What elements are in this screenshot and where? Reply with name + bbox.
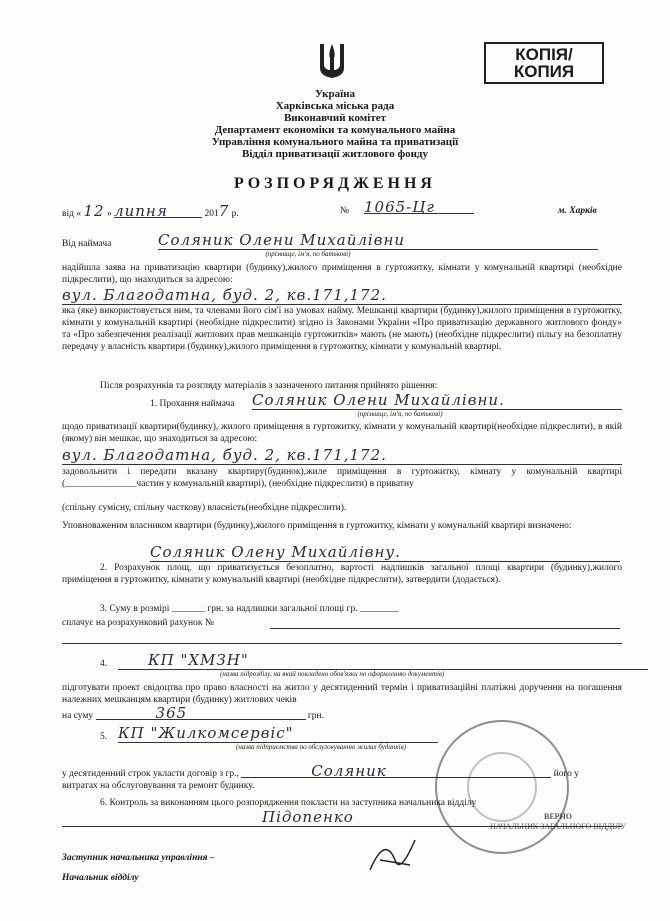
item1-name: Соляник Олени Михайлівни. [252,391,622,410]
header-line-1: Україна [314,88,356,100]
date-prefix: від « [62,209,82,219]
contract-text-c: витратах на обслуговування та ремонт будинку. [62,781,255,791]
control-signature: Підопенко [62,808,622,827]
item2-text: 2. Розрахунок площ, що приватизується безоплатно, вартості надлишків загальної площі квартири (будинку),жилого приміщення в гуртожитку, кімнати у комунальній квартирі (необхідне підкреслити), затвердити (додається). [62,563,622,585]
contract-name: Соляник [241,765,551,778]
date-mid: » [106,209,112,219]
verified-stamp-line2: НАЧАЛЬНИК ЗАГАЛЬНОГО ВІДДІЛУ [490,822,626,831]
item3-text: 3. Суму в розмірі _______ грн. за надлишки загальної площі гр. ________ [100,604,398,614]
header-line-5: Управління комунального майна та приватизації [211,136,459,148]
item4-value: КП "ХМЗН" [118,651,648,670]
date-month: липня [114,205,202,218]
header-line-4: Департамент економіки та комунального майна [214,124,456,136]
item6-text: 6. Контроль за виконанням цього розпорядження покласти на заступника начальника відділу [100,798,477,808]
header-line-6: Відділ приватизації житлового фонду [241,148,428,160]
verified-stamp-line1: ВЕРНО [543,812,572,821]
ownership-text: (спільну сумісну, спільну часткову) власність(необхідне підкреслити). [62,503,347,513]
item5-label: 5. [100,732,108,742]
document-number: 1065-Цг [364,201,474,214]
sum-value: 365 [96,707,306,720]
date-day: 12 [83,202,105,220]
certificate-text: підготувати проект свідоцтва про право власності на житло у десятиденний термін і приватизаційні платіжні доручення на погашення належних мешканцям квартири (будинку) житлових чеків [62,683,622,705]
application-text: надійшла заява на приватизацію квартири (будинку),жилого приміщення в гуртожитку, кімнати у комунальній квартирі (необхідне підкреслити), що знаходиться за адресою: [62,263,622,285]
trident-emblem-icon [318,40,346,80]
sum-label: на суму [62,711,94,721]
address-2: вул. Благодатна, буд. 2, кв.171,172. [62,446,622,465]
date-year-digit: 7 [218,202,230,220]
number-label: № [340,206,350,216]
item3-account: сплачує на розрахунковий рахунок № [62,618,214,628]
sum-row [62,704,462,722]
copy-stamp [484,42,604,84]
copy-stamp-line1: КОПІЯ/ [515,45,573,64]
law-text: яка (яке) використовується ним, та членами його сім'ї на умовах найму. Мешканці квартири (будинку),жилого приміщення в гуртожитку, кімнати у комунальній квартирі (необхідне підкреслити) згідно із Законами України «Про приватизацію державного житлового фонду» та «Про забезпечення реалізації житлових прав мешканців гуртожитків» мають (не мають) (необхідне підкреслити) пільгу на безоплатну передачу у власність квартири (будинку),жилого приміщення в гуртожитку, кімнати у комунальній квартирі. [62,306,622,352]
transfer-text: задовольнити і передати вказану квартиру(будинок),жиле приміщення в гуртожитку, кімнату у комунальній квартирі (_______________частин у комунальній квартирі), (необхідне підкреслити) в приватну [62,467,622,489]
item1-label: 1. Прохання наймача [150,399,235,409]
item4-caption: (назва підрозділу, на який покладено обов'язки по оформленню документів) [220,670,445,678]
footer-line-2: Начальник відділу [62,873,139,883]
header-line-2: Харківська міська рада [275,100,395,112]
privatization-text: щодо приватизації квартири(будинку), жилого приміщення в гуртожитку, кімнати у комунальній квартирі(необхідне підкреслити), в якій (якому) він мешкає, що знаходиться за адресою: [62,422,622,444]
sum-unit: грн. [307,711,325,721]
item4-label: 4. [100,659,108,669]
date-year-suffix: р. [231,209,239,219]
address-1: вул. Благодатна, буд. 2, кв.171,172. [62,286,622,305]
header-line-3: Виконавчий комітет [283,112,387,124]
document-title: РОЗПОРЯДЖЕННЯ [234,175,436,192]
tenant-caption: (прізвище, ім'я, по батькові) [265,250,351,258]
tenant-name: Соляник Олени Михайлівни [158,231,598,250]
date-line [62,198,622,223]
item1-caption: (прізвище, ім'я, по батькові) [357,410,443,418]
contract-text-b: його у [553,769,580,779]
verified-stamp [488,812,628,832]
item5-value: КП "Жилкомсервіс" [118,724,438,743]
signature-scribble-icon [365,830,425,880]
blank-line [62,643,622,644]
copy-stamp-line2: КОПИЯ [513,62,575,81]
item5-caption: (назва підприємства по обслуговуванню жилих будинків) [236,743,406,751]
tenant-label: Від наймача [62,239,112,249]
round-seal [435,720,569,854]
footer-line-1: Заступник начальника управління – [62,853,215,863]
decision-intro: Після розрахунків та розгляду матеріалів з зазначеного питання прийнято рішення: [100,381,438,391]
city: м. Харків [558,206,597,216]
owner-text: Уповноваженим власником квартири (будинку),жилого приміщення в гуртожитку, кімнати у комунальній квартирі визначено: [62,521,572,531]
owner-name: Соляник Олену Михайлівну. [150,543,620,562]
account-line [270,628,620,629]
date-year-prefix: 201 [204,209,219,219]
contract-text-a: у десятиденний строк укласти договір з гр., [62,769,239,779]
